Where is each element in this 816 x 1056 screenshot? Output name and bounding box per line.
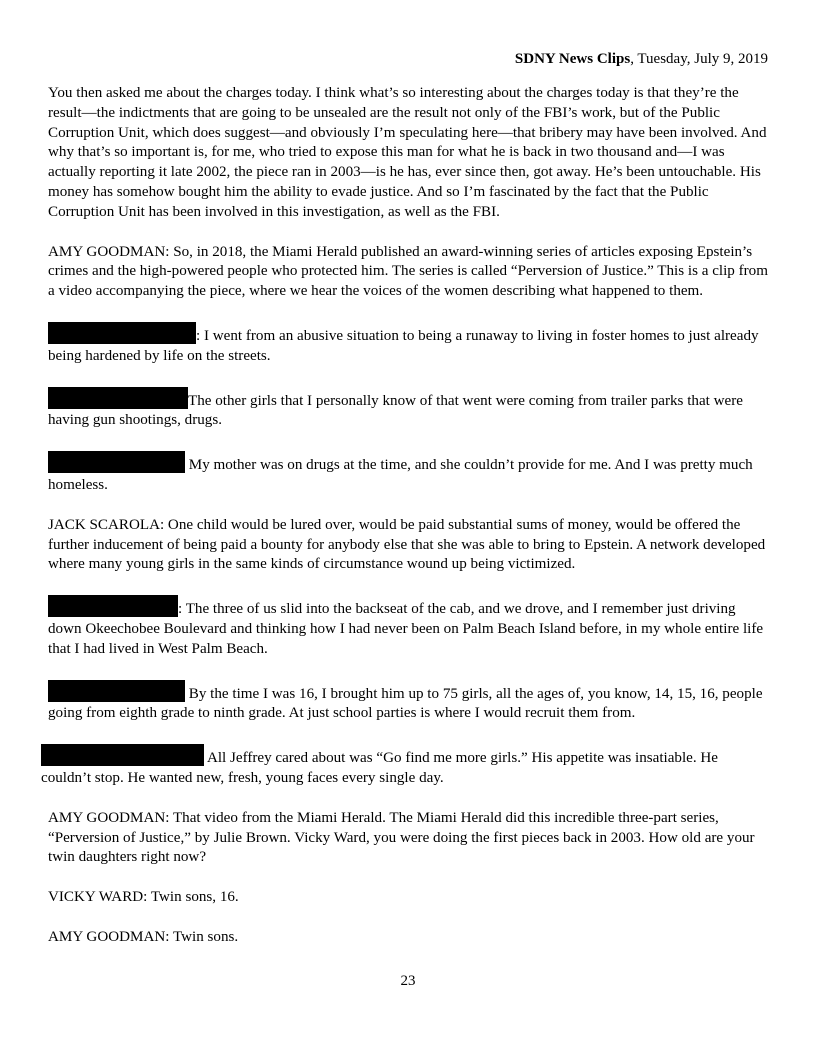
paragraph-text: All Jeffrey cared about was “Go find me more girls.” His appetite was insatiable. He couldn’t stop. He wanted new, fresh, young faces every single day. (41, 750, 719, 786)
redaction-block (48, 387, 188, 409)
paragraph (48, 451, 770, 496)
redaction-block (48, 595, 178, 617)
paragraph-text: : The three of us slid into the backseat of the cab, and we drove, and I remember just driving down Okeechobee Boulevard and thinking how I had never been on Palm Beach Island before, in my whole entire life that I had lived in West Palm Beach. (48, 601, 764, 657)
redaction-block (48, 680, 185, 702)
paragraph-text: By the time I was 16, I brought him up to 75 girls, all the ages of, you know, 14, 15, 16, people going from eighth grade to ninth grade. At just school parties is where I would recruit them from. (48, 685, 763, 722)
paragraph: You then asked me about the charges today. I think what’s so interesting about the charges today is that they’re the result—the indictments that are going to be unsealed are the result not only of the FBI’s work, but of the Public Corruption Unit, which does suggest—and obviously I’m speculating here—that bribery may have been involved. And why that’s so important is, for me, who tried to expose this man for what he is back in two thousand and—I was actually reporting it late 2002, the piece ran in 2003—is he has, ever since then, got away. He’s been untouchable. His money has somehow bought him the ability to evade justice. And so I’m fascinated by the fact that the Public Corruption Unit has been involved in this investigation, as well as the FBI. (48, 85, 767, 220)
paragraph-text: My mother was on drugs at the time, and she couldn’t provide for me. And I was pretty much homeless. (48, 457, 753, 493)
paragraph: AMY GOODMAN: Twin sons. (48, 928, 239, 945)
header-separator: , (630, 51, 638, 67)
paragraph (41, 744, 770, 789)
paragraph (48, 387, 770, 432)
page-number: 23 (400, 973, 416, 989)
paragraph: JACK SCAROLA: One child would be lured over, would be paid substantial sums of money, would be offered the further inducement of being paid a bounty for anybody else that she was able to bring to Epstein. A network developed where many young girls in the same kinds of circumstance wound up being victimized. (48, 516, 766, 573)
paragraph (48, 322, 770, 367)
page-header (515, 49, 768, 69)
document-body (41, 84, 770, 968)
redaction-block (41, 744, 204, 766)
redaction-block (48, 451, 185, 473)
paragraph (48, 595, 770, 659)
paragraph-text: The other girls that I personally know of that went were coming from trailer parks that were having gun shootings, drugs. (48, 392, 743, 429)
paragraph: AMY GOODMAN: So, in 2018, the Miami Herald published an award-winning series of articles exposing Epstein’s crimes and the high-powered people who protected him. The series is called “Perversion of Justice.” This is a clip from a video accompanying the piece, where we hear the voices of the women describing what happened to them. (48, 243, 768, 300)
paragraph-text: : I went from an abusive situation to being a runaway to living in foster homes to just already being hardened by life on the streets. (48, 327, 759, 364)
redaction-block (48, 322, 196, 344)
header-date: Tuesday, July 9, 2019 (637, 51, 768, 67)
paragraph (48, 680, 770, 725)
header-source: SDNY News Clips (514, 51, 631, 67)
paragraph: AMY GOODMAN: That video from the Miami Herald. The Miami Herald did this incredible three-part series, “Perversion of Justice,” by Julie Brown. Vicky Ward, you were doing the first pieces back in 2003. How old are your twin daughters right now? (48, 809, 755, 866)
paragraph: VICKY WARD: Twin sons, 16. (48, 889, 239, 906)
